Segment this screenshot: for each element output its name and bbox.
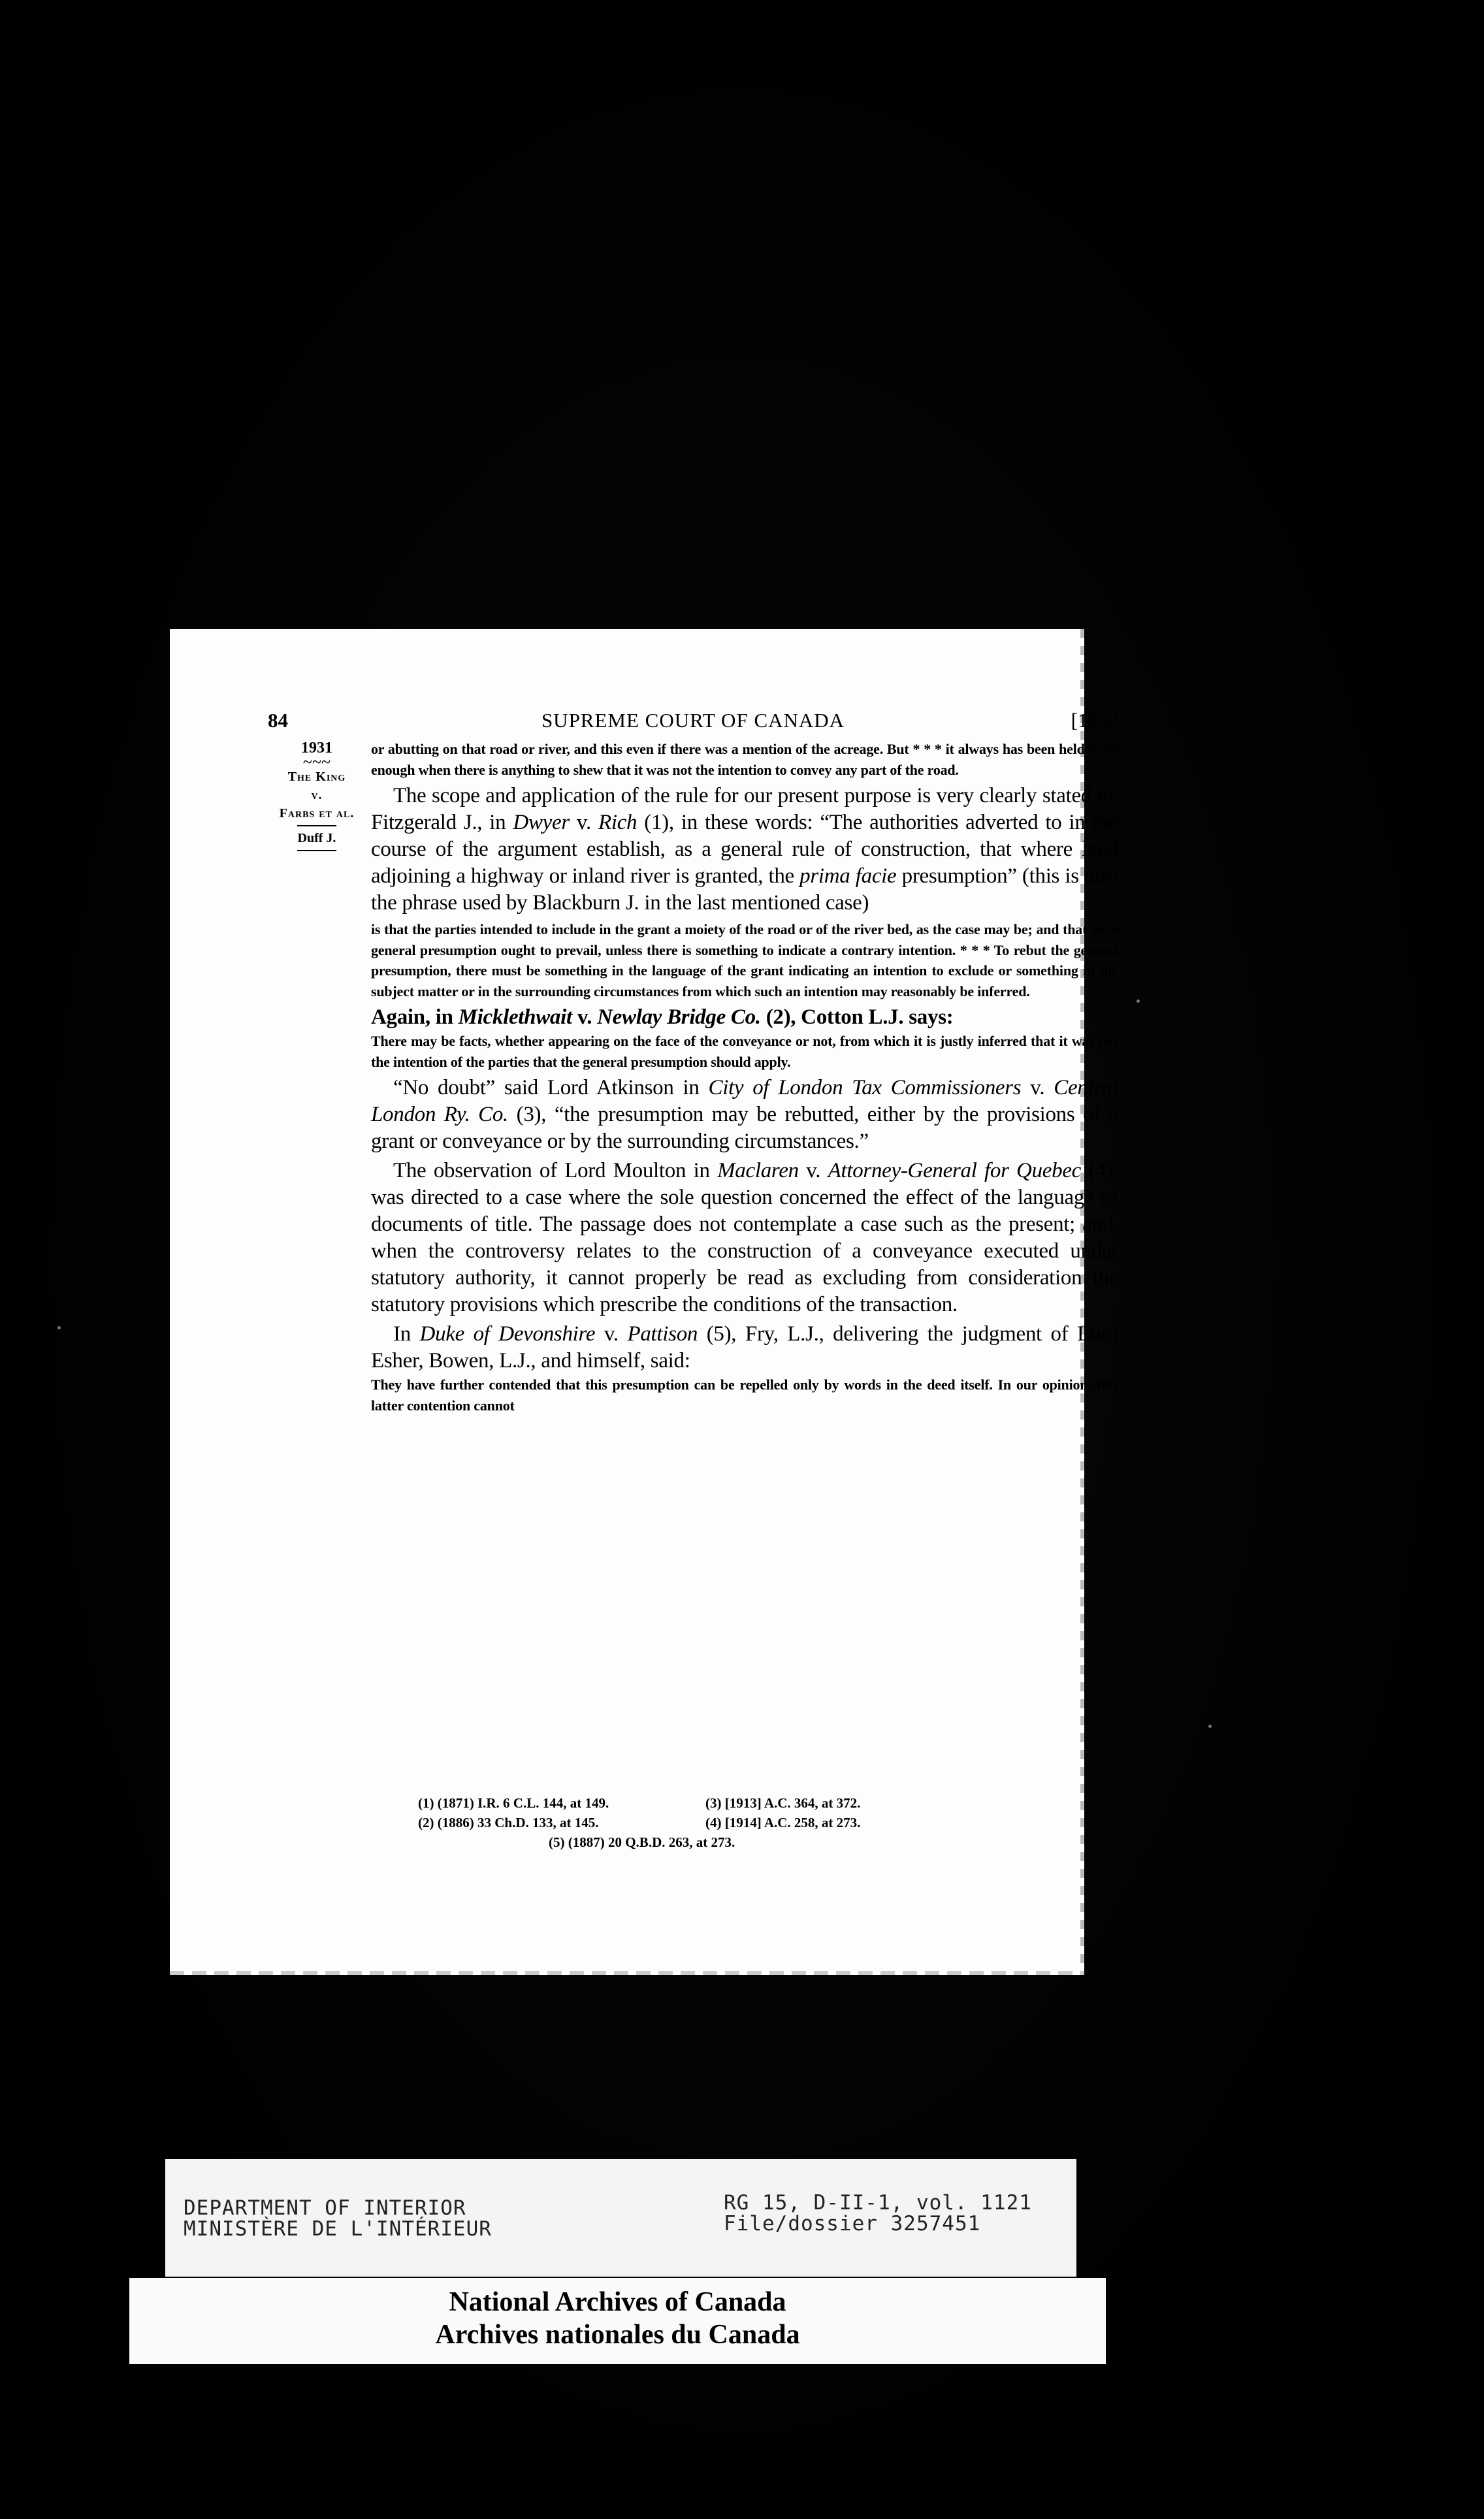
- text-run: “No doubt” said Lord Atkinson in: [393, 1076, 709, 1099]
- footnote: (3) [1913] A.C. 364, at 372.: [705, 1795, 861, 1811]
- department-name-en: DEPARTMENT OF INTERIOR: [184, 2196, 466, 2220]
- margin-versus: v.: [311, 788, 323, 802]
- margin-notes: [268, 739, 366, 854]
- case-name: Maclaren: [717, 1159, 799, 1182]
- archives-name-en: National Archives of Canada: [449, 2287, 786, 2317]
- margin-judge: Duff J.: [297, 831, 336, 845]
- film-speck: [57, 1326, 61, 1329]
- text-run: (1), in these words: “The authorities adverted to in the course of the argument establish, as a general rule of construction, that where land adjoining a highway or inland river is granted, the: [371, 811, 1118, 888]
- case-name: Attorney-General for Quebec: [828, 1159, 1082, 1182]
- quote-block: There may be facts, whether appearing on the face of the conveyance or not, from which it is justly inferred that it was not the intention of the parties that the general presumption should apply.: [371, 1033, 1118, 1070]
- text-run: In: [393, 1322, 420, 1346]
- footnote: (2) (1886) 33 Ch.D. 133, at 145.: [418, 1815, 599, 1830]
- case-name: Dwyer: [513, 811, 570, 834]
- film-speck: [1208, 1725, 1212, 1728]
- text-run: v.: [798, 1159, 828, 1182]
- case-name: Micklethwait: [458, 1005, 572, 1029]
- main-column: [371, 739, 1118, 1416]
- page-number: 84: [268, 709, 288, 732]
- text-run: (5), Fry, L.J., delivering the judgment of Lord Esher, Bowen, L.J., and himself, said:: [371, 1322, 1118, 1373]
- text-run: v.: [569, 811, 598, 834]
- paragraph: [371, 783, 1118, 917]
- footnote-row: [418, 1813, 1071, 1832]
- case-name: Central London Ry. Co.: [371, 1076, 1118, 1126]
- case-name: City of London Tax Commissioners: [708, 1076, 1022, 1099]
- italic-phrase: prima facie: [799, 864, 897, 888]
- running-head: [268, 707, 1118, 734]
- text-run: The scope and application of the rule for our present purpose is very clearly stated by Fitzgerald J., in: [371, 784, 1118, 834]
- text-run: Again, in: [371, 1005, 459, 1029]
- text-run: (3), “the presumption may be rebutted, either by the provisions of a grant or conveyance or by the surrounding circumstances.”: [371, 1103, 1118, 1153]
- paragraph: [371, 1321, 1118, 1374]
- text-run: v.: [595, 1322, 628, 1346]
- book-page: [170, 629, 1118, 1975]
- text-run: presumption” (this is also the phrase used by Blackburn J. in the last mentioned case): [371, 864, 1118, 915]
- paragraph: [371, 1075, 1118, 1155]
- margin-party-2: Farbs et al.: [279, 806, 355, 821]
- film-speck: [1137, 999, 1140, 1003]
- archives-name-fr: Archives nationales du Canada: [435, 2320, 800, 2350]
- margin-year: 1931: [301, 739, 332, 756]
- text-run: v.: [1021, 1076, 1054, 1099]
- quote-block: They have further contended that this presumption can be repelled only by words in the deed itself. In our opinion, this latter contention cannot: [371, 1376, 1118, 1414]
- margin-rule: [297, 825, 336, 826]
- case-name: Duke of Devonshire: [419, 1322, 596, 1346]
- footnote-row: [418, 1793, 1071, 1813]
- text-run: v.: [572, 1005, 598, 1029]
- text-run: (4), was directed to a case where the sole question concerned the effect of the language of documents of title. The passage does not contemplate a case such as the present; and, when the controversy relates to the construction of a conveyance executed under statutory authority, it cannot properly be read as excluding from consideration the statutory provisions which prescribe the conditions of the transaction.: [371, 1159, 1118, 1316]
- margin-tilde: ~~~: [302, 753, 331, 772]
- page-edge: [170, 1971, 1084, 1975]
- archive-reference-card: [165, 2159, 1076, 2277]
- department-name-fr: MINISTÈRE DE L'INTÉRIEUR: [184, 2217, 492, 2241]
- margin-party-1: The King: [287, 770, 346, 784]
- file-reference: File/dossier 3257451: [724, 2212, 981, 2235]
- footnote: (1) (1871) I.R. 6 C.L. 144, at 149.: [418, 1795, 609, 1811]
- case-name: Rich: [598, 811, 637, 834]
- record-group-reference: RG 15, D-II-1, vol. 1121: [724, 2191, 1032, 2215]
- footnote: (4) [1914] A.C. 258, at 273.: [705, 1815, 861, 1830]
- case-name: Newlay Bridge Co.: [597, 1005, 761, 1029]
- margin-rule: [297, 850, 336, 851]
- running-title: SUPREME COURT OF CANADA: [541, 709, 845, 732]
- quote-block: is that the parties intended to include in the grant a moiety of the road or of the river bed, as the case may be; and that such general presumption ought to prevail, unless there is something to indicate a contrary intention. * * * To rebut the general presumption, there must be something in the language of the grant indicating an intention to exclude or something in the subject matter or in the surrounding circumstances from which such an intention may reasonably be inferred.: [371, 921, 1118, 999]
- text-run: (2), Cotton L.J. says:: [760, 1005, 954, 1029]
- quote-block: or abutting on that road or river, and this even if there was a mention of the acreage. But * * * it always has been held to be enough when there is anything to shew that it was not the intention to convey any part of the road.: [371, 741, 1118, 778]
- footnote: (5) (1887) 20 Q.B.D. 263, at 273.: [549, 1834, 735, 1850]
- running-year: [1932: [1071, 709, 1118, 732]
- paragraph: [371, 1158, 1118, 1318]
- paragraph: [371, 1004, 1118, 1031]
- case-name: Pattison: [627, 1322, 698, 1346]
- archives-banner: [129, 2278, 1106, 2364]
- footnote-row: [418, 1832, 1071, 1852]
- text-run: The observation of Lord Moulton in: [393, 1159, 718, 1182]
- footnotes: [418, 1793, 1071, 1852]
